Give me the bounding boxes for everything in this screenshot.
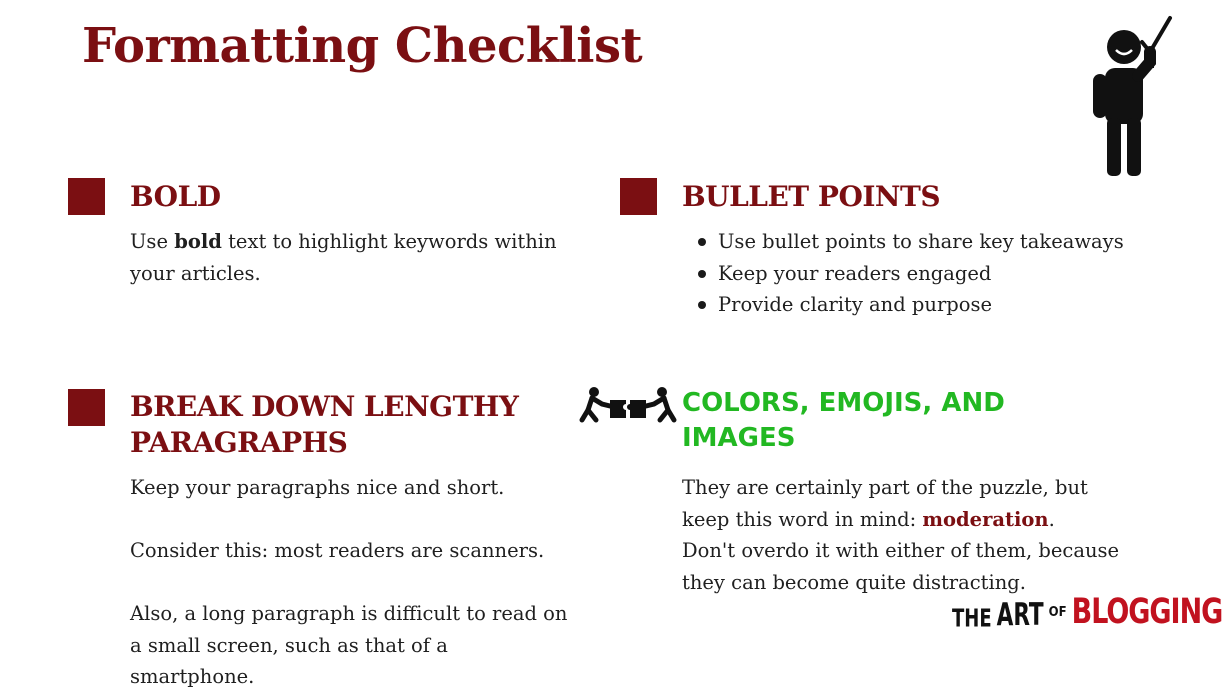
stick-figure-checkmark-icon — [1088, 14, 1178, 180]
paragraph: Consider this: most readers are scanners. — [130, 539, 545, 562]
bold-heading: BOLD — [130, 180, 221, 213]
bold-square-icon — [68, 178, 105, 215]
paragraphs-heading: BREAK DOWN LENGTHY PARAGRAPHS — [130, 390, 519, 459]
list-item: Provide clarity and purpose — [690, 289, 1170, 321]
bullet-list — [690, 226, 1170, 321]
bold-keyword: bold — [174, 230, 222, 253]
paragraph: Also, a long paragraph is difficult to read on a small screen, such as that of a smartphone. — [130, 602, 568, 688]
bullets-heading: BULLET POINTS — [682, 180, 941, 213]
paragraphs-square-icon — [68, 389, 105, 426]
bold-text: Use bold text to highlight keywords within your articles. — [130, 230, 557, 285]
page-title: Formatting Checklist — [82, 18, 643, 74]
bullets-square-icon — [620, 178, 657, 215]
puzzle-teamwork-icon — [580, 386, 676, 424]
list-item: Keep your readers engaged — [690, 258, 1170, 290]
moderation-highlight: moderation — [922, 507, 1049, 531]
colors-heading: COLORS, EMOJIS, AND IMAGES — [682, 388, 1005, 453]
paragraph: Keep your paragraphs nice and short. — [130, 476, 505, 499]
colors-text: They are certainly part of the puzzle, but keep this word in mind: moderation. Don't overdo it with either of them, because they can become quite distracting. — [682, 472, 1122, 598]
list-item: Use bullet points to share key takeaways — [690, 226, 1170, 258]
brand-logo: THE ART OF BLOGGING — [952, 592, 1222, 633]
paragraph: Don't overdo it with either of them, because they can become quite distracting. — [682, 539, 1120, 594]
paragraphs-text — [130, 472, 570, 693]
